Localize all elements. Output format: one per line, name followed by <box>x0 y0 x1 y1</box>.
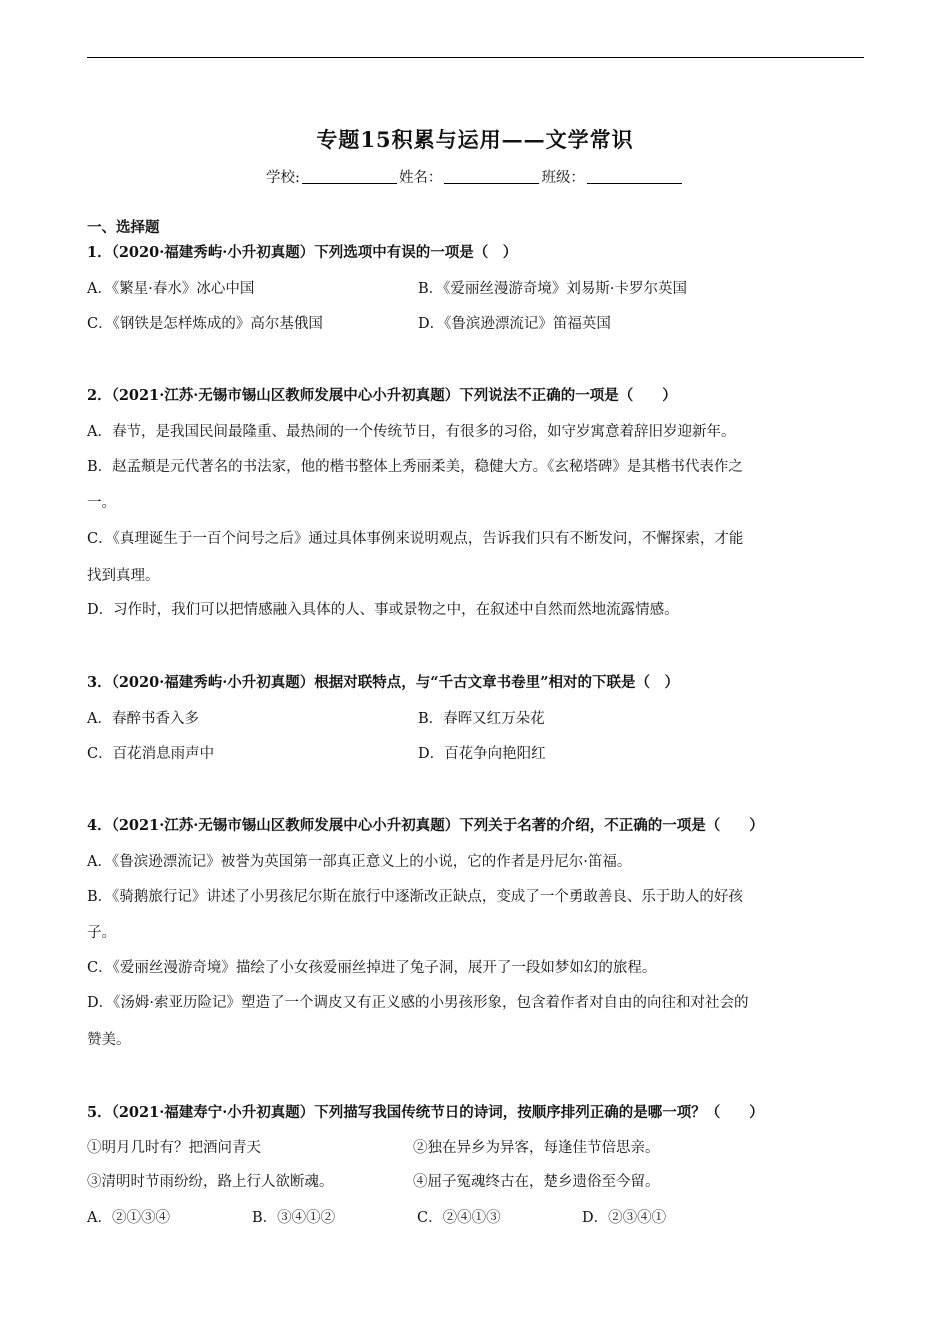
q1-option-d[interactable]: D．《鲁滨逊漂流记》笛福英国 <box>418 316 611 332</box>
name-blank[interactable] <box>444 169 539 184</box>
q4-option-c[interactable]: C．《爱丽丝漫游奇境》描绘了小女孩爱丽丝掉进了兔子洞，展开了一段如梦如幻的旅程。 <box>87 960 657 976</box>
q5-option-d[interactable]: D．②③④① <box>582 1210 667 1226</box>
q4-option-a[interactable]: A．《鲁滨逊漂流记》被誉为英国第一部真正意义上的小说，它的作者是丹尼尔·笛福。 <box>87 854 632 870</box>
header-rule <box>87 57 864 58</box>
q2-option-b[interactable]: B．赵孟頫是元代著名的书法家，他的楷书整体上秀丽柔美，稳健大方。《玄秘塔碑》是其楷书代表作之 <box>87 459 743 475</box>
question-5-stem: 5．（2021·福建寿宁·小升初真题）下列描写我国传统节日的诗词，按顺序排列正确的是哪一项？（ ） <box>87 1104 764 1121</box>
question-2-stem: 2．（2021·江苏·无锡市锡山区教师发展中心小升初真题）下列说法不正确的一项是（ ） <box>87 387 677 404</box>
q5-poem-1: ①明月几时有？把酒问青天 <box>87 1140 261 1156</box>
q1-option-a[interactable]: A．《繁星·春水》冰心中国 <box>87 281 255 297</box>
class-blank[interactable] <box>587 169 682 184</box>
student-info <box>0 166 950 187</box>
school-label: 学校: <box>266 170 300 186</box>
class-label: 班级： <box>541 170 585 186</box>
q1-option-c[interactable]: C．《钢铁是怎样炼成的》高尔基俄国 <box>87 316 323 332</box>
q1-option-b[interactable]: B．《爱丽丝漫游奇境》刘易斯·卡罗尔英国 <box>418 281 688 297</box>
q3-option-b[interactable]: B．春晖又红万朵花 <box>418 711 545 727</box>
page-title: 专题15积累与运用——文学常识 <box>316 127 634 152</box>
q2-option-b-cont: 一。 <box>87 495 116 511</box>
q3-option-c[interactable]: C．百花消息雨声中 <box>87 746 215 762</box>
q2-option-d[interactable]: D．习作时，我们可以把情感融入具体的人、事或景物之中，在叙述中自然而然地流露情感。 <box>87 602 679 618</box>
q3-option-d[interactable]: D．百花争向艳阳红 <box>418 746 546 762</box>
q5-option-a[interactable]: A．②①③④ <box>87 1210 170 1226</box>
q5-poem-4: ④屈子冤魂终古在，楚乡遗俗至今留。 <box>413 1174 660 1190</box>
q4-option-d-cont: 赞美。 <box>87 1032 131 1048</box>
school-blank[interactable] <box>302 169 397 184</box>
q2-option-a[interactable]: A．春节，是我国民间最隆重、最热闹的一个传统节日，有很多的习俗，如守岁寓意着辞旧岁迎新年。 <box>87 424 736 440</box>
q2-option-c[interactable]: C．《真理诞生于一百个问号之后》通过具体事例来说明观点，告诉我们只有不断发问，不懈探索，才能 <box>87 531 744 547</box>
name-label: 姓名： <box>398 170 443 186</box>
q4-option-b[interactable]: B．《骑鹅旅行记》讲述了小男孩尼尔斯在旅行中逐渐改正缺点，变成了一个勇敢善良、乐于助人的好孩 <box>87 889 743 905</box>
q5-poem-3: ③清明时节雨纷纷，路上行人欲断魂。 <box>87 1174 334 1190</box>
q5-poem-2: ②独在异乡为异客，每逢佳节倍思亲。 <box>413 1140 660 1156</box>
q4-option-b-cont: 子。 <box>87 925 116 941</box>
q2-option-c-cont: 找到真理。 <box>87 568 160 584</box>
q5-option-c[interactable]: C．②④①③ <box>417 1210 501 1226</box>
question-1-stem: 1．（2020·福建秀屿·小升初真题）下列选项中有误的一项是（ ） <box>87 244 518 261</box>
q3-option-a[interactable]: A．春醉书香入多 <box>87 711 199 727</box>
section-heading: 一、选择题 <box>87 219 160 236</box>
q4-option-d[interactable]: D．《汤姆·索亚历险记》塑造了一个调皮又有正义感的小男孩形象，包含着作者对自由的向往和对社会的 <box>87 995 749 1011</box>
q5-option-b[interactable]: B．③④①② <box>252 1210 336 1226</box>
question-3-stem: 3．（2020·福建秀屿·小升初真题）根据对联特点，与“千古文章书卷里”相对的下联是（ ） <box>87 674 679 691</box>
question-4-stem: 4．（2021·江苏·无锡市锡山区教师发展中心小升初真题）下列关于名著的介绍，不正确的一项是（ ） <box>87 817 764 834</box>
